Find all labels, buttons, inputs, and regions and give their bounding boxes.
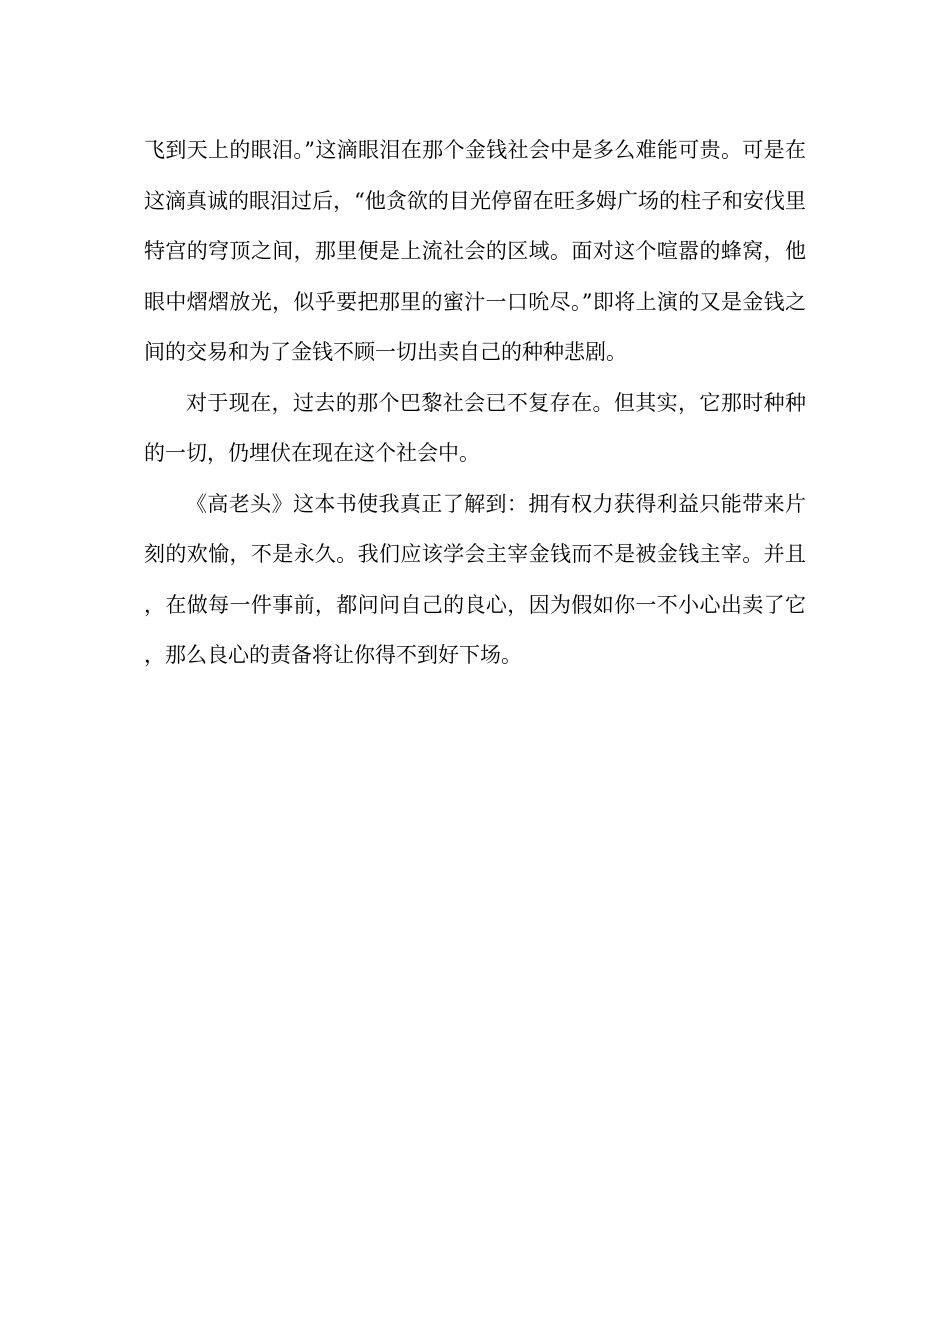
paragraph-continuation: 飞到天上的眼泪。”这滴眼泪在那个金钱社会中是多么难能可贵。可是在这滴真诚的眼泪过后，“他贪欲的目光停留在旺多姆广场的柱子和安伐里特宫的穹顶之间，那里便是上流社会的区域。面对这个喧嚣的蜂窝，他眼中熠熠放光，似乎要把那里的蜜汁一口吮尽。”即将上演的又是金钱之间的交易和为了金钱不顾一切出卖自己的种种悲剧。 (144, 138, 806, 364)
paragraph-present-society: 对于现在，过去的那个巴黎社会已不复存在。但其实，它那时种种的一切，仍埋伏在现在这个社会中。 (144, 390, 806, 465)
paragraph-conclusion: 《高老头》这本书使我真正了解到：拥有权力获得利益只能带来片刻的欢愉，不是永久。我们应该学会主宰金钱而不是被金钱主宰。并且，在做每一件事前，都问问自己的良心，因为假如你一不小心出卖了它，那么良心的责备将让你得不到好下场。 (144, 491, 806, 667)
essay-body (144, 125, 806, 681)
